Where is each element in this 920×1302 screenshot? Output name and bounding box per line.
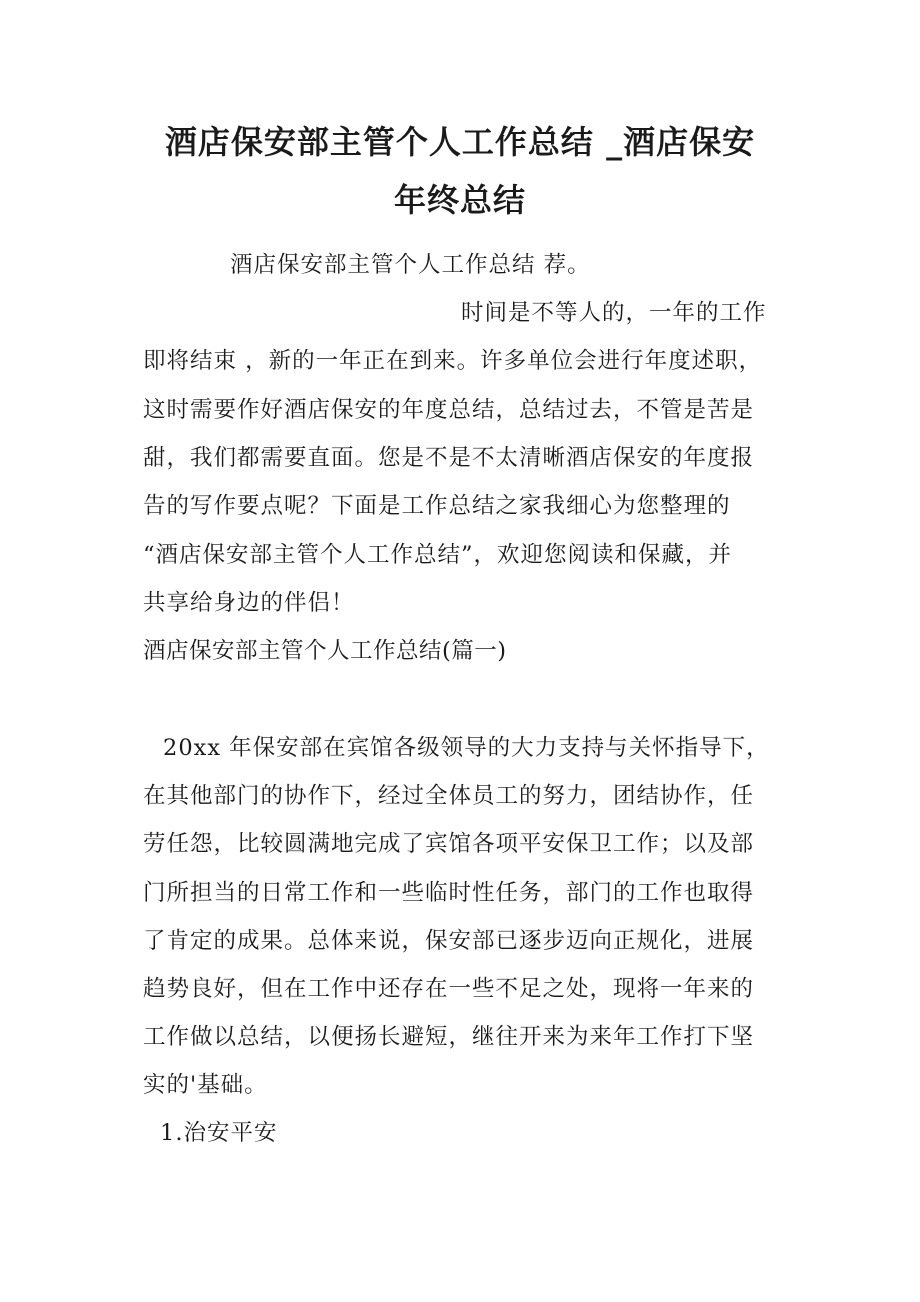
intro-line: 共享给身边的伴侣！: [143, 590, 355, 616]
intro-line: 时间是不等人的，一年的工作: [461, 300, 767, 326]
body-line: 了肯定的成果。总体来说，保安部已逐步迈向正规化，进展: [143, 928, 755, 954]
list-item: 1.治安平安: [160, 1120, 278, 1146]
body-line: 实的'基础。: [143, 1072, 268, 1098]
intro-line: 这时需要作好酒店保安的年度总结，总结过去，不管是苦是: [143, 397, 755, 423]
intro-line: 告的写作要点呢？下面是工作总结之家我细心为您整理的: [143, 493, 731, 519]
section-heading: 酒店保安部主管个人工作总结(篇一): [143, 638, 507, 664]
document-title-line-1: 酒店保安部主管个人工作总结 _酒店保安: [164, 123, 756, 161]
intro-line: 即将结束 ，新的一年正在到来。许多单位会进行年度述职，: [143, 348, 763, 374]
document-title-line-2: 年终总结: [393, 181, 526, 219]
body-line: 在其他部门的协作下，经过全体员工的努力，团结协作，任: [143, 783, 755, 809]
intro-line: “酒店保安部主管个人工作总结”，欢迎您阅读和保藏，并: [143, 542, 733, 568]
body-line: 门所担当的日常工作和一些临时性任务，部门的工作也取得: [143, 880, 755, 906]
body-line: 劳任怨，比较圆满地完成了宾馆各项平安保卫工作；以及部: [143, 831, 755, 857]
body-line: 20xx 年保安部在宾馆各级领导的大力支持与关怀指导下，: [163, 735, 770, 761]
intro-line: 甜，我们都需要直面。您是不是不太清晰酒店保安的年度报: [143, 445, 755, 471]
intro-line: 酒店保安部主管个人工作总结 荐。: [230, 252, 591, 278]
body-line: 工作做以总结，以便扬长避短，继往开来为来年工作打下坚: [143, 1024, 755, 1050]
body-line: 趋势良好，但在工作中还存在一些不足之处，现将一年来的: [143, 976, 755, 1002]
